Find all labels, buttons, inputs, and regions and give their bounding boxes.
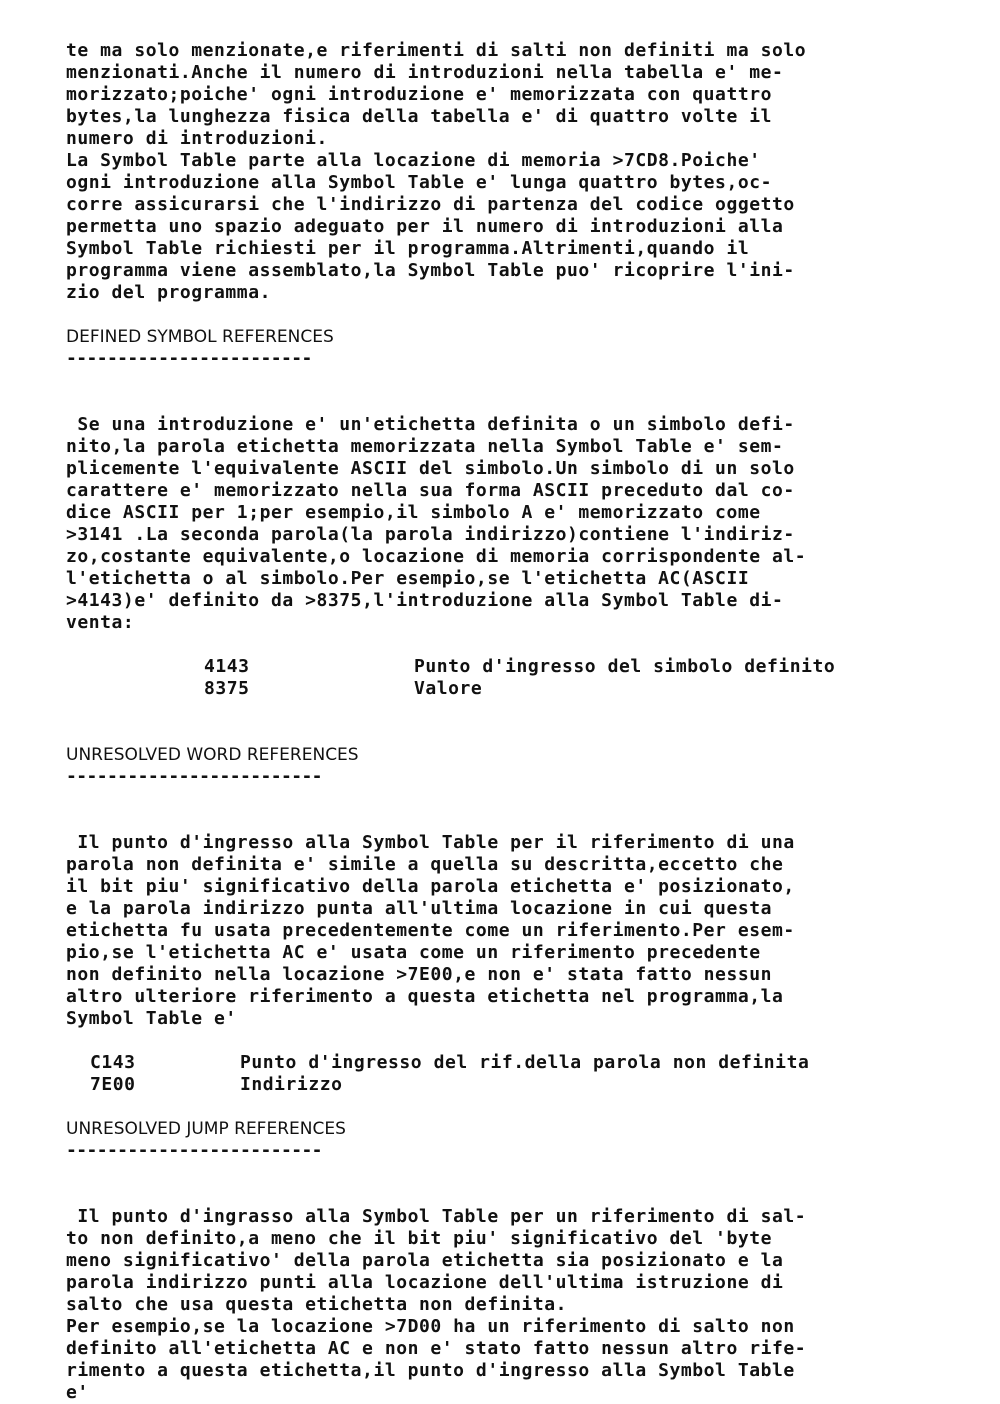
text-line: permetta uno spazio adeguato per il numero di introduzioni alla — [66, 216, 784, 237]
text-line: Per esempio,se la locazione >7D00 ha un riferimento di salto non — [66, 1316, 795, 1337]
text-line: etichetta fu usata precedentemente come un riferimento.Per esem- — [66, 920, 795, 941]
spacer — [66, 304, 966, 326]
text-line: zo,costante equivalente,o locazione di memoria corrispondente al- — [66, 546, 807, 567]
text-line: bytes,la lunghezza fisica della tabella e' di quattro volte il — [66, 106, 772, 127]
entry-description: Punto d'ingresso del simbolo definito — [414, 656, 836, 677]
section-paragraph — [66, 1206, 966, 1404]
spacer — [66, 810, 966, 832]
entry-code: 8375 — [204, 678, 250, 699]
text-line: pio,se l'etichetta AC e' usata come un riferimento precedente — [66, 942, 761, 963]
spacer — [66, 1030, 966, 1052]
entry-description: Indirizzo — [240, 1074, 343, 1095]
text-line: morizzato;poiche' ogni introduzione e' memorizzata con quattro — [66, 84, 772, 105]
heading-underline: ------------------------ — [66, 348, 312, 369]
text-line: >3141 .La seconda parola(la parola indirizzo)contiene l'indiriz- — [66, 524, 795, 545]
section-unresolved-jump-references — [66, 1118, 966, 1404]
spacer — [66, 788, 966, 810]
section-heading: DEFINED SYMBOL REFERENCES — [66, 327, 334, 347]
section-paragraph — [66, 832, 966, 1030]
heading-underline: ------------------------- — [66, 766, 322, 787]
symbol-table-entry — [66, 656, 966, 700]
table-row — [66, 1074, 966, 1096]
section-heading: UNRESOLVED WORD REFERENCES — [66, 745, 359, 765]
entry-code: C143 — [90, 1052, 136, 1073]
text-line: te ma solo menzionate,e riferimenti di salti non definiti ma solo — [66, 40, 807, 61]
table-row — [66, 656, 966, 678]
text-line: rimento a questa etichetta,il punto d'ingresso alla Symbol Table — [66, 1360, 795, 1381]
text-line: numero di introduzioni. — [66, 128, 328, 149]
spacer — [66, 370, 966, 392]
entry-description: Punto d'ingresso del rif.della parola non definita — [240, 1052, 810, 1073]
text-line: Il punto d'ingrasso alla Symbol Table per un riferimento di sal- — [66, 1206, 807, 1227]
text-line: il bit piu' significativo della parola etichetta e' posizionato, — [66, 876, 795, 897]
text-line: menzionati.Anche il numero di introduzioni nella tabella e' me- — [66, 62, 784, 83]
text-line: e la parola indirizzo punta all'ultima locazione in cui questa — [66, 898, 772, 919]
entry-code: 7E00 — [90, 1074, 136, 1095]
text-line: definito all'etichetta AC e non e' stato fatto nessun altro rife- — [66, 1338, 807, 1359]
text-line: e' — [66, 1382, 89, 1403]
spacer — [66, 634, 966, 656]
text-line: La Symbol Table parte alla locazione di memoria >7CD8.Poiche' — [66, 150, 761, 171]
table-row — [66, 678, 966, 700]
symbol-table-entry — [66, 1052, 966, 1096]
section-unresolved-word-references — [66, 744, 966, 1096]
text-line: parola non definita e' simile a quella su descritta,eccetto che — [66, 854, 784, 875]
table-row — [66, 1052, 966, 1074]
text-line: Symbol Table e' — [66, 1008, 237, 1029]
text-line: programma viene assemblato,la Symbol Table puo' ricoprire l'ini- — [66, 260, 795, 281]
spacer — [66, 1096, 966, 1118]
text-line: meno significativo' della parola etichetta sia posizionato e la — [66, 1250, 784, 1271]
text-line: corre assicurarsi che l'indirizzo di partenza del codice oggetto — [66, 194, 795, 215]
spacer — [66, 392, 966, 414]
text-line: salto che usa questa etichetta non definita. — [66, 1294, 568, 1315]
text-line: nito,la parola etichetta memorizzata nella Symbol Table e' sem- — [66, 436, 784, 457]
spacer — [66, 1184, 966, 1206]
text-line: Symbol Table richiesti per il programma.Altrimenti,quando il — [66, 238, 750, 259]
text-line: ogni introduzione alla Symbol Table e' lunga quattro bytes,oc- — [66, 172, 772, 193]
text-line: to non definito,a meno che il bit piu' significativo del 'byte — [66, 1228, 772, 1249]
section-defined-symbol-references — [66, 326, 966, 700]
spacer — [66, 722, 966, 744]
section-heading: UNRESOLVED JUMP REFERENCES — [66, 1119, 346, 1139]
text-line: altro ulteriore riferimento a questa etichetta nel programma,la — [66, 986, 784, 1007]
text-line: venta: — [66, 612, 135, 633]
entry-description: Valore — [414, 678, 483, 699]
entry-code: 4143 — [204, 656, 250, 677]
section-paragraph — [66, 414, 966, 634]
text-line: plicemente l'equivalente ASCII del simbolo.Un simbolo di un solo — [66, 458, 795, 479]
text-line: zio del programma. — [66, 282, 271, 303]
intro-paragraph — [66, 40, 966, 304]
spacer — [66, 700, 966, 722]
text-line: parola indirizzo punti alla locazione dell'ultima istruzione di — [66, 1272, 784, 1293]
document-page — [66, 40, 966, 1404]
text-line: l'etichetta o al simbolo.Per esempio,se l'etichetta AC(ASCII — [66, 568, 750, 589]
text-line: dice ASCII per 1;per esempio,il simbolo A e' memorizzato come — [66, 502, 761, 523]
text-line: Il punto d'ingresso alla Symbol Table per il riferimento di una — [66, 832, 795, 853]
text-line: >4143)e' definito da >8375,l'introduzione alla Symbol Table di- — [66, 590, 784, 611]
text-line: non definito nella locazione >7E00,e non e' stata fatto nessun — [66, 964, 772, 985]
text-line: Se una introduzione e' un'etichetta definita o un simbolo defi- — [66, 414, 795, 435]
heading-underline: ------------------------- — [66, 1140, 322, 1161]
text-line: carattere e' memorizzato nella sua forma ASCII preceduto dal co- — [66, 480, 795, 501]
spacer — [66, 1162, 966, 1184]
